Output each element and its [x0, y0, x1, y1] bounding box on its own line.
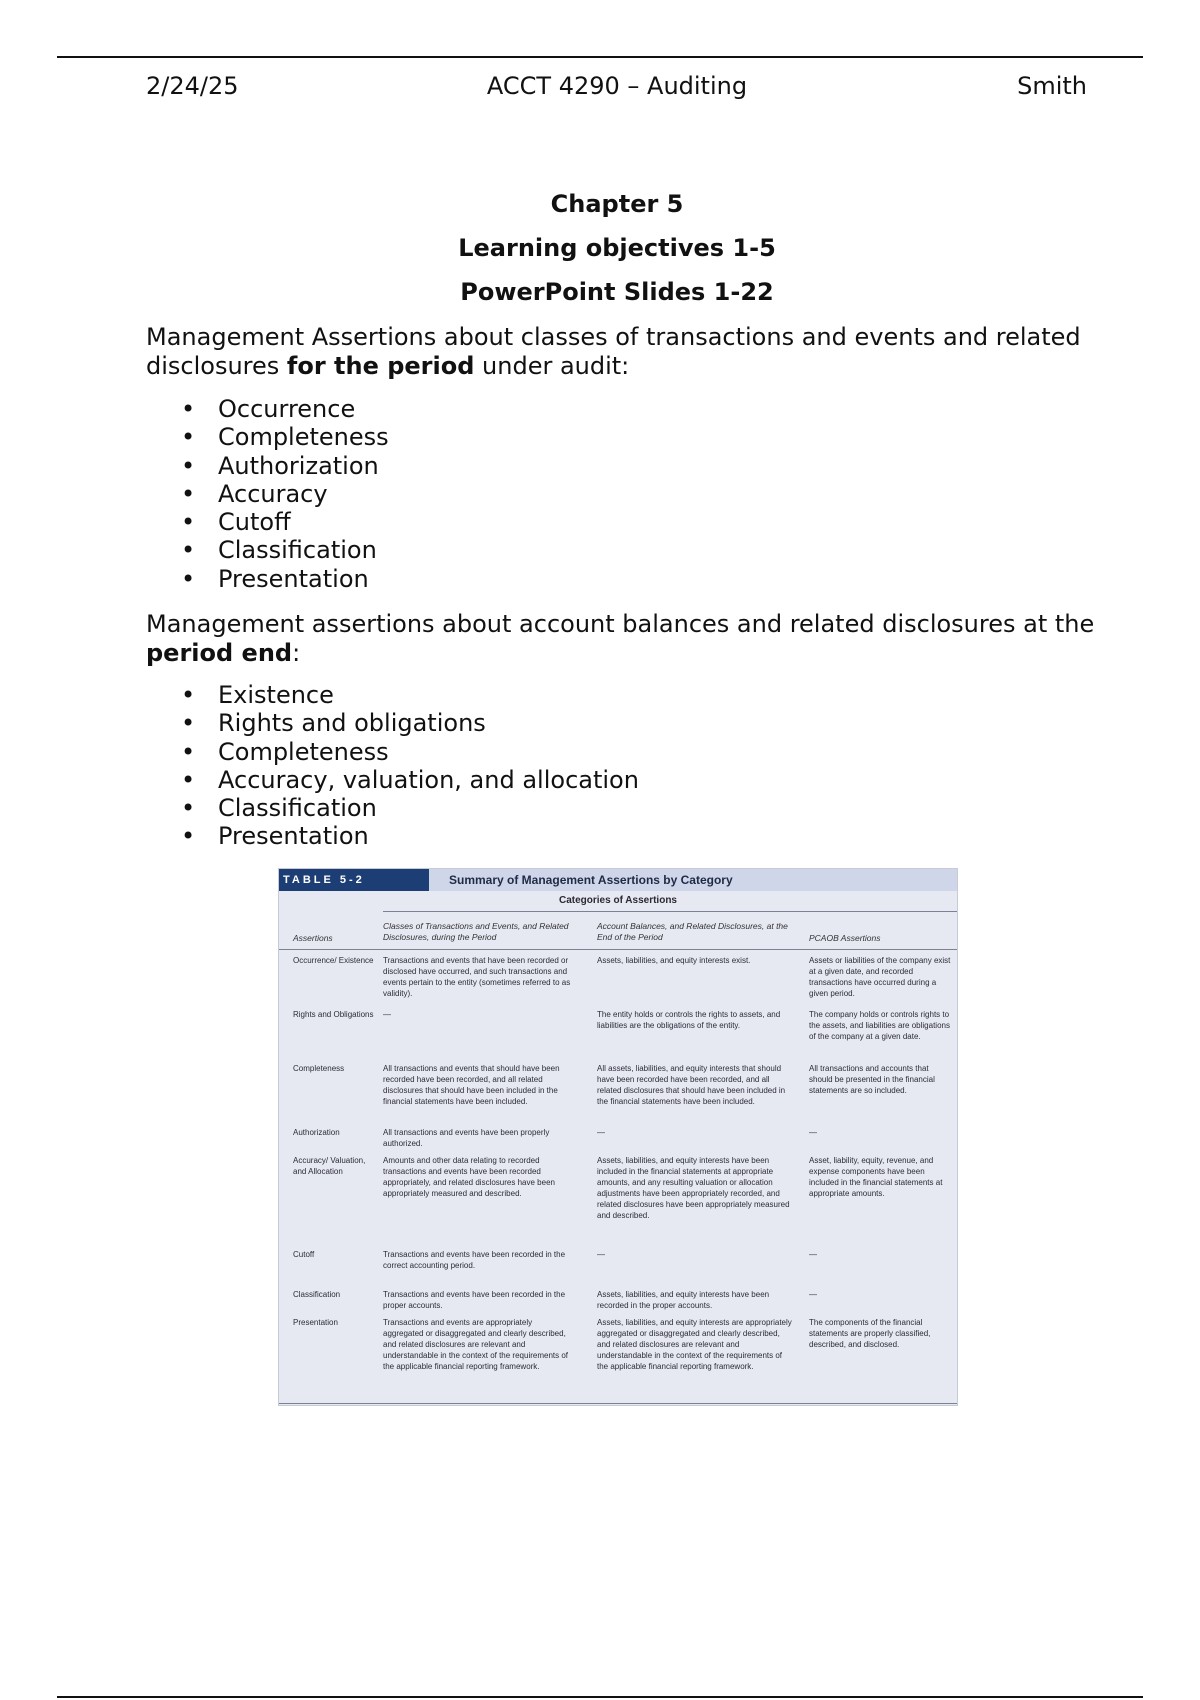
table-cell: All transactions and accounts that should be presented in the financial statements are so included. [809, 1064, 935, 1095]
table-cell: Classification [293, 1290, 341, 1299]
table-cell: Transactions and events have been recorded in the proper accounts. [383, 1290, 566, 1310]
list-item: • Completeness [146, 423, 389, 451]
table-cell: Amounts and other data relating to recorded transactions and events have been recorded appropriately, and related disclosures have been appropriately measured and described. [383, 1156, 555, 1198]
table-title: Summary of Management Assertions by Category [449, 873, 733, 887]
table-cell: Transactions and events are appropriately aggregated or disaggregated and clearly described, and related disclosures are relevant and understandable in the context of the requirements of the applicable financial reporting framework. [383, 1318, 569, 1371]
table-cell: Rights and Obligations [293, 1010, 374, 1019]
divider [383, 911, 957, 912]
list-item: • Rights and obligations [146, 709, 639, 737]
table-cell: Occurrence/ Existence [293, 956, 374, 965]
column-header-balances: Account Balances, and Related Disclosures, at the End of the Period [597, 921, 788, 942]
header-course: ACCT 4290 – Auditing [486, 72, 748, 100]
table-cell: Completeness [293, 1064, 345, 1073]
list-item: • Presentation [146, 565, 389, 593]
table-cell: Cutoff [293, 1250, 315, 1259]
table-cell: Asset, liability, equity, revenue, and expense components have been included in the financial statements at appropriate amounts. [809, 1156, 943, 1198]
header-name: Smith [1017, 72, 1087, 100]
slides-title: PowerPoint Slides 1-22 [460, 278, 774, 306]
table-cell: Assets or liabilities of the company exist at a given date, and recorded transactions have occurred during a given period. [809, 956, 951, 998]
assertions-table-figure [278, 868, 958, 1406]
list-item: • Existence [146, 681, 639, 709]
table-cell: The entity holds or controls the rights to assets, and liabilities are the obligations of the entity. [597, 1010, 781, 1030]
table-cell: Presentation [293, 1318, 338, 1327]
section2-intro: Management assertions about account balances and related disclosures at the period end: [146, 610, 1095, 667]
table-cell: Assets, liabilities, and equity interests exist. [597, 956, 751, 965]
header-rule [57, 56, 1143, 58]
table-cell: Assets, liabilities, and equity interests have been recorded in the proper accounts. [597, 1290, 770, 1310]
table-cell: — [809, 1250, 817, 1259]
section1-list [146, 395, 389, 593]
table-cell: All transactions and events that should have been recorded have been recorded, and all related disclosures that should have been included in the financial statements have been included. [383, 1064, 560, 1106]
chapter-title: Chapter 5 [550, 190, 684, 218]
table-cell: — [383, 1010, 391, 1019]
divider [279, 1403, 957, 1404]
column-header-transactions: Classes of Transactions and Events, and Related Disclosures, during the Period [383, 921, 569, 942]
list-item: • Occurrence [146, 395, 389, 423]
table-cell: Transactions and events that have been recorded or disclosed have occurred, and such transactions and events pertain to the entity (sometimes referred to as validity). [383, 956, 571, 998]
table-cell: Assets, liabilities, and equity interests have been included in the financial statements at appropriate amounts, and any resulting valuation or allocation adjustments have been appropriately recorded, and related disclosures have been appropriately measured and described. [597, 1156, 790, 1220]
list-item: • Accuracy [146, 480, 389, 508]
table-categories-label: Categories of Assertions [559, 895, 677, 906]
list-item: • Authorization [146, 452, 389, 480]
table-cell: — [809, 1290, 817, 1299]
list-item: • Completeness [146, 738, 639, 766]
table-cell: The company holds or controls rights to the assets, and liabilities are obligations of the company at a given date. [809, 1010, 950, 1041]
table-cell: Assets, liabilities, and equity interests are appropriately aggregated or disaggregated and clearly described, and related disclosures are relevant and understandable in the context of the requirements of the applicable financial reporting framework. [597, 1318, 792, 1371]
section1-intro: Management Assertions about classes of transactions and events and related disclosures for the period under audit: [146, 323, 1081, 380]
table-cell: All assets, liabilities, and equity interests that should have been recorded have been recorded, and all related disclosures that should have been included in the financial statements have been included. [597, 1064, 786, 1106]
table-cell: Accuracy/ Valuation, and Allocation [293, 1156, 366, 1176]
section2-list [146, 681, 639, 851]
header-date: 2/24/25 [146, 72, 239, 100]
list-item: • Accuracy, valuation, and allocation [146, 766, 639, 794]
table-cell: Authorization [293, 1128, 340, 1137]
list-item: • Cutoff [146, 508, 389, 536]
table-tag: TABLE 5-2 [279, 869, 429, 891]
table-cell: Transactions and events have been recorded in the correct accounting period. [383, 1250, 566, 1270]
column-header-assertions: Assertions [293, 933, 333, 943]
divider [279, 949, 957, 950]
footer-rule [57, 1696, 1143, 1698]
table-cell: — [809, 1128, 817, 1137]
list-item: • Presentation [146, 822, 639, 850]
list-item: • Classification [146, 794, 639, 822]
table-cell: All transactions and events have been properly authorized. [383, 1128, 550, 1148]
table-cell: The components of the financial statements are properly classified, described, and disclosed. [809, 1318, 931, 1349]
table-cell: — [597, 1128, 605, 1137]
column-header-pcaob: PCAOB Assertions [809, 933, 881, 943]
list-item: • Classification [146, 536, 389, 564]
table-cell: — [597, 1250, 605, 1259]
objectives-title: Learning objectives 1-5 [458, 234, 776, 262]
